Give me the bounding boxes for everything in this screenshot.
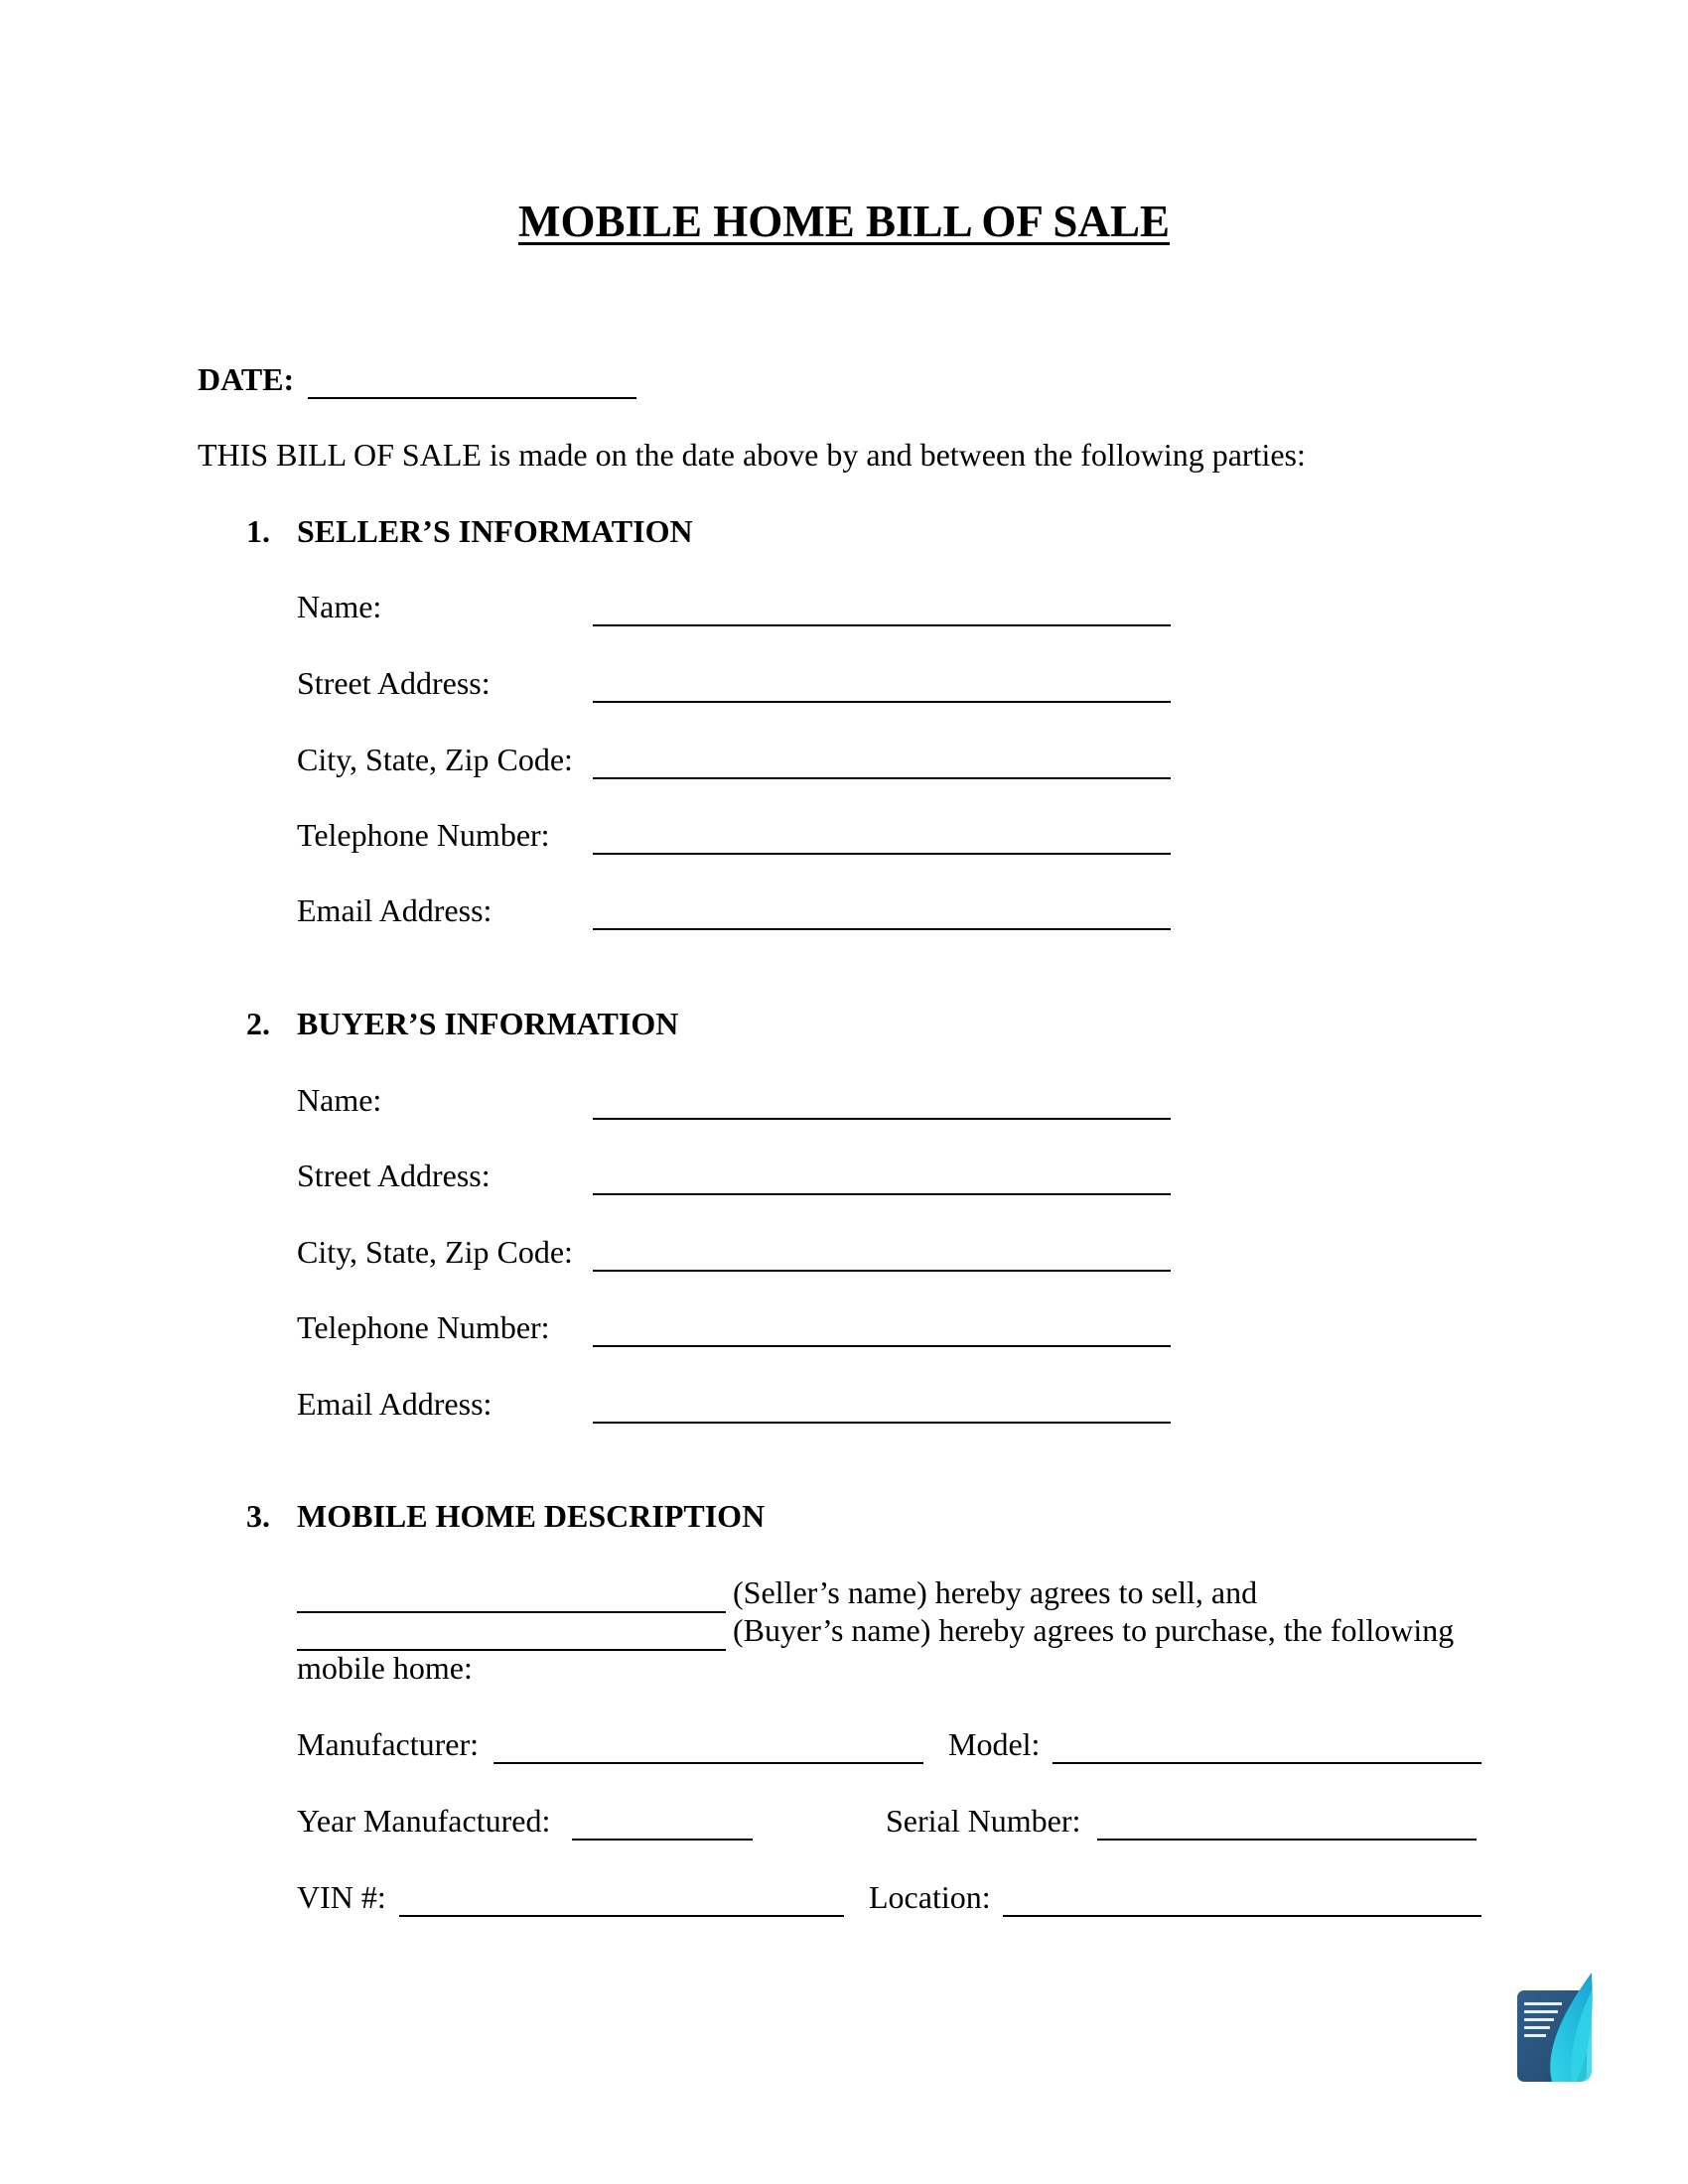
buyer-phone-field[interactable] — [593, 1345, 1171, 1347]
seller-name-field[interactable] — [593, 624, 1171, 626]
seller-email-field[interactable] — [593, 928, 1171, 930]
vin-label: VIN #: — [297, 1879, 386, 1915]
model-field[interactable] — [1053, 1762, 1481, 1764]
intro-text: THIS BILL OF SALE is made on the date above by and between the following parties: — [198, 437, 1306, 473]
buyer-city-label: City, State, Zip Code: — [297, 1234, 573, 1270]
seller-clause-text: (Seller’s name) hereby agrees to sell, and — [733, 1574, 1258, 1610]
page-title: MOBILE HOME BILL OF SALE — [518, 197, 1170, 246]
buyer-email-label: Email Address: — [297, 1386, 492, 1422]
serial-label: Serial Number: — [886, 1803, 1081, 1839]
buyer-email-field[interactable] — [593, 1422, 1171, 1424]
buyer-clause-text: (Buyer’s name) hereby agrees to purchase, the following — [733, 1612, 1455, 1648]
buyer-street-field[interactable] — [593, 1193, 1171, 1195]
seller-email-label: Email Address: — [297, 892, 492, 928]
buyer-street-label: Street Address: — [297, 1158, 491, 1193]
vin-field[interactable] — [399, 1915, 844, 1917]
seller-street-label: Street Address: — [297, 665, 491, 701]
seller-phone-label: Telephone Number: — [297, 817, 550, 853]
document-logo-icon — [1514, 1971, 1594, 2085]
date-label: DATE: — [198, 361, 295, 397]
location-field[interactable] — [1003, 1915, 1481, 1917]
buyer-name-label: Name: — [297, 1082, 382, 1118]
year-label: Year Manufactured: — [297, 1803, 551, 1839]
seller-name-label: Name: — [297, 589, 382, 624]
date-field[interactable] — [308, 397, 636, 399]
location-label: Location: — [869, 1879, 991, 1915]
buyer-phone-label: Telephone Number: — [297, 1309, 550, 1345]
manufacturer-field[interactable] — [493, 1762, 923, 1764]
continuation-text: mobile home: — [297, 1650, 473, 1686]
section-number-buyer: 2. — [246, 1006, 270, 1041]
seller-street-field[interactable] — [593, 701, 1171, 703]
manufacturer-label: Manufacturer: — [297, 1726, 480, 1762]
seller-name-blank[interactable] — [297, 1611, 726, 1613]
section-heading-seller: SELLER’S INFORMATION — [297, 513, 693, 549]
seller-city-label: City, State, Zip Code: — [297, 742, 573, 777]
year-field[interactable] — [572, 1839, 753, 1841]
seller-city-field[interactable] — [593, 777, 1171, 779]
section-number-description: 3. — [246, 1498, 270, 1534]
section-heading-buyer: BUYER’S INFORMATION — [297, 1006, 679, 1041]
serial-field[interactable] — [1097, 1839, 1477, 1841]
section-number-seller: 1. — [246, 513, 270, 549]
seller-phone-field[interactable] — [593, 853, 1171, 855]
model-label: Model: — [948, 1726, 1041, 1762]
buyer-name-field[interactable] — [593, 1118, 1171, 1120]
buyer-city-field[interactable] — [593, 1270, 1171, 1272]
section-heading-description: MOBILE HOME DESCRIPTION — [297, 1498, 766, 1534]
